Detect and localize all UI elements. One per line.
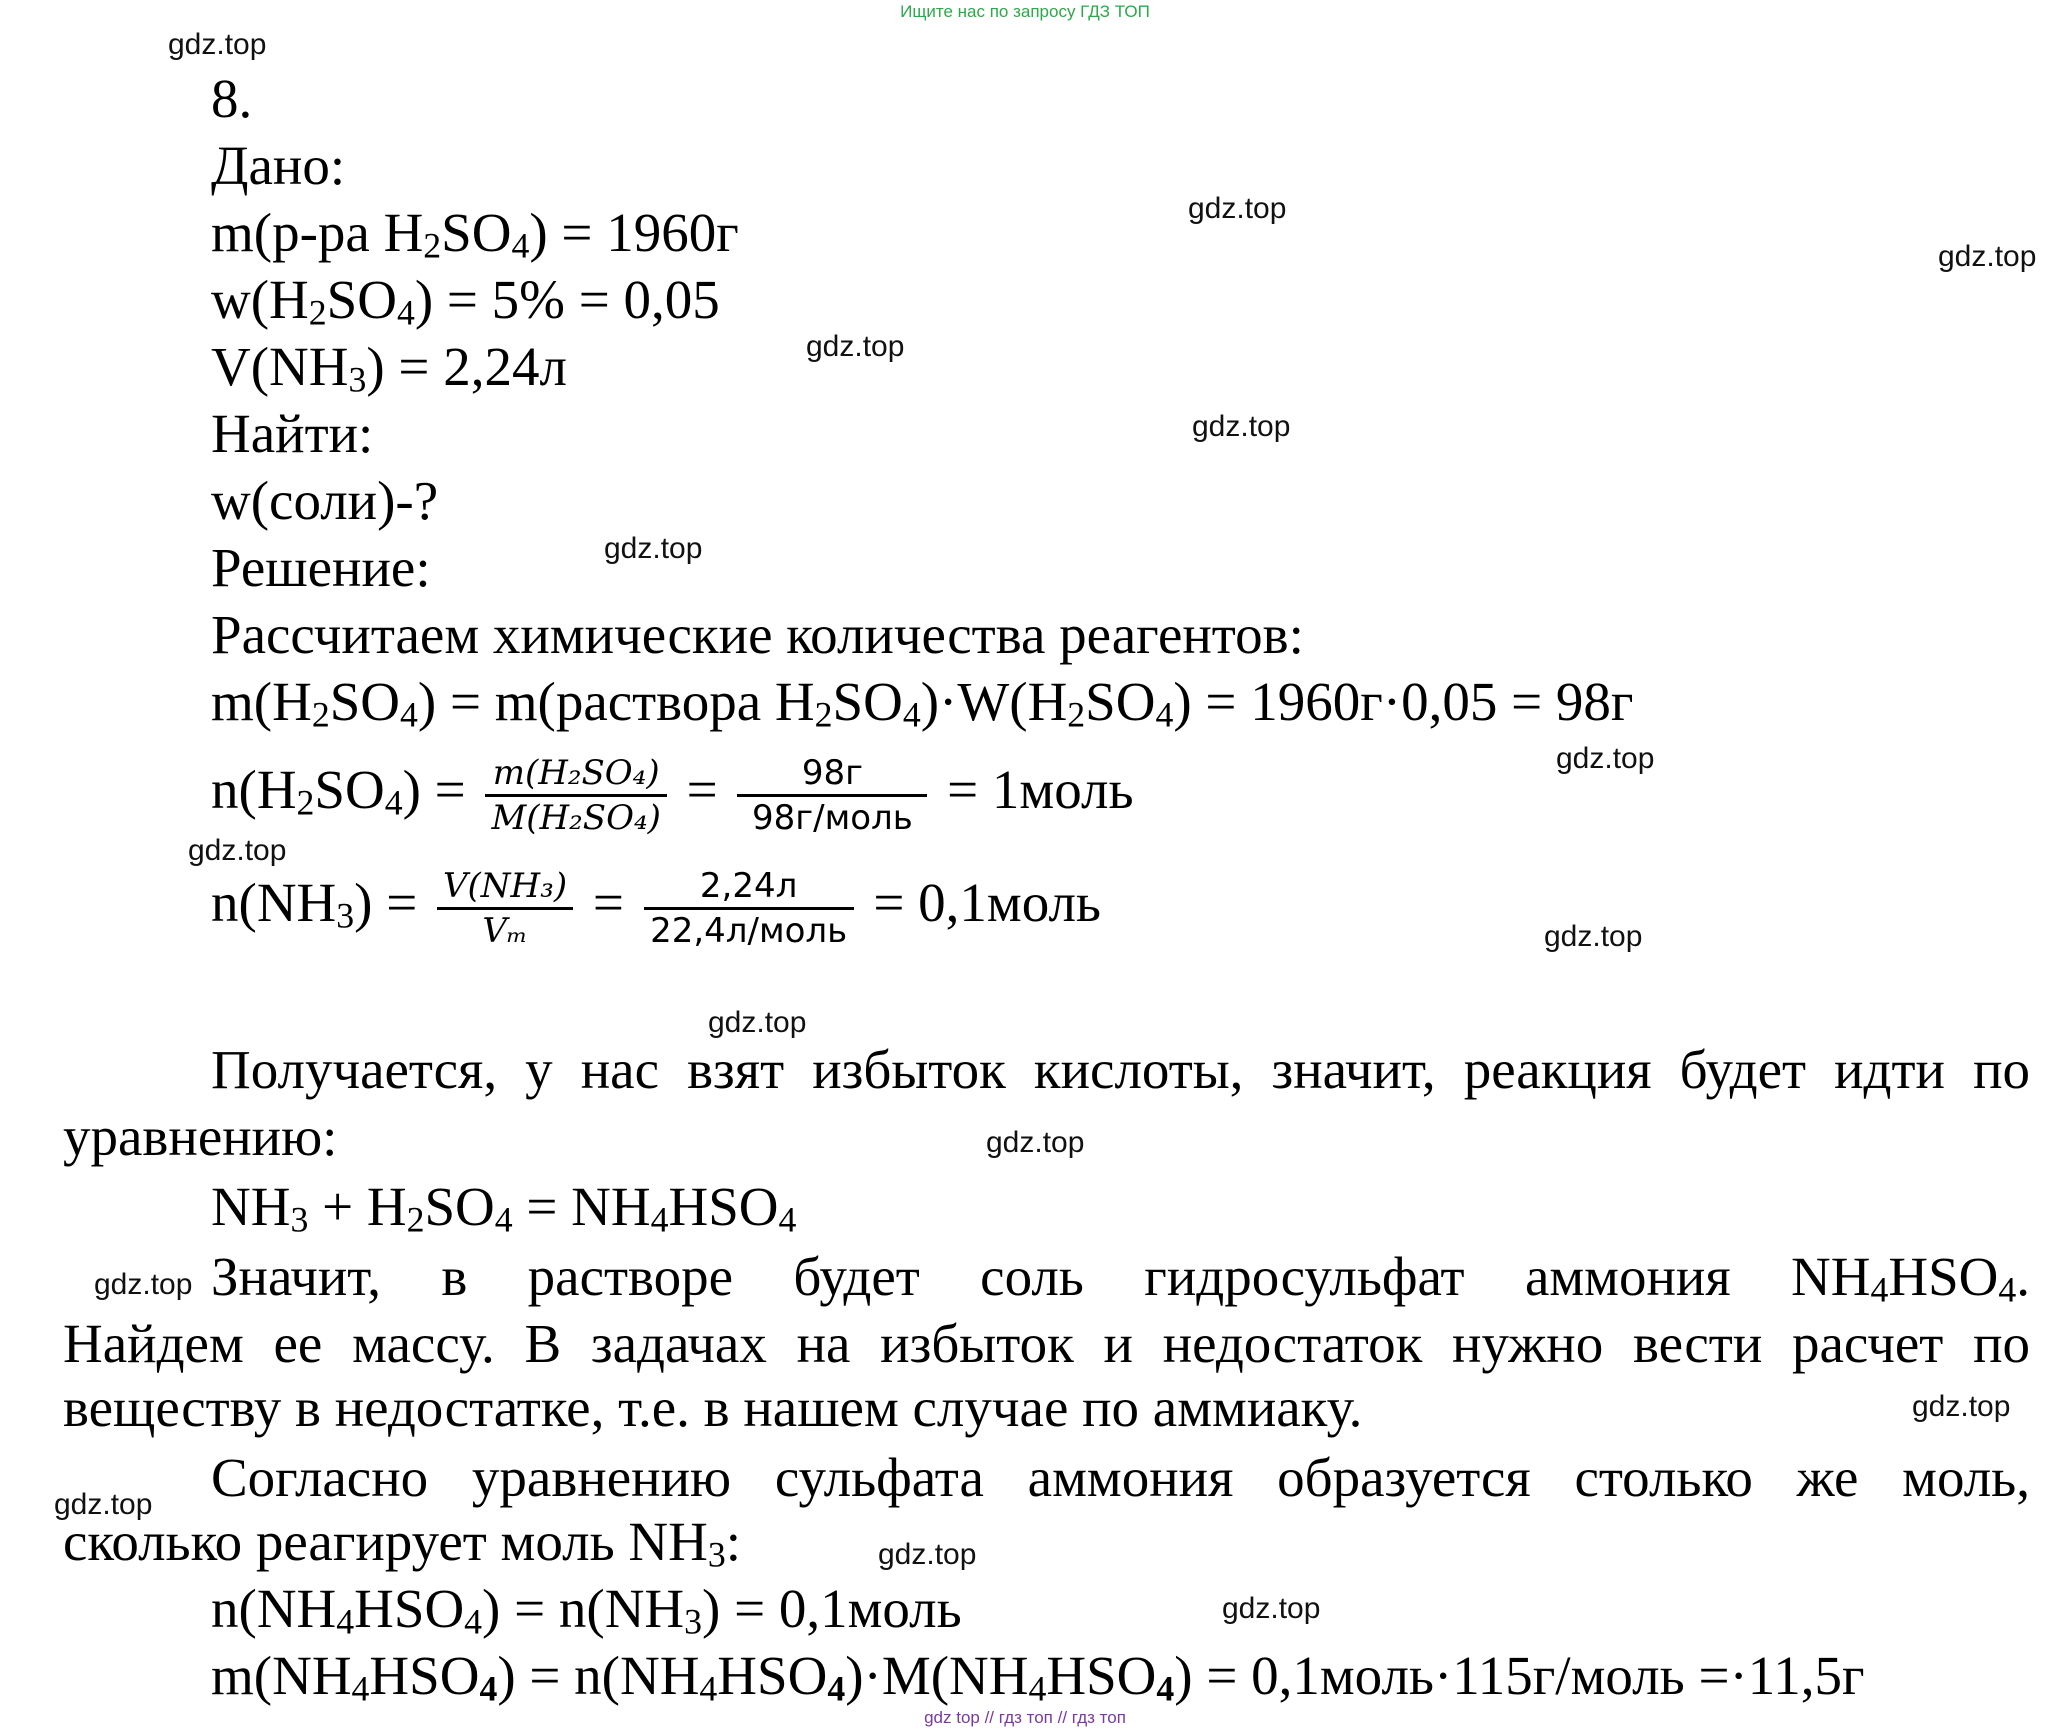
watermark: gdz.top — [1556, 742, 1655, 775]
watermark: gdz.top — [1188, 192, 1287, 225]
fraction: $\frac{\text{V(NH₃)}}{\text{Vₘ}}$ — [437, 865, 573, 952]
paragraph-equation-line2: сколько реагирует моль $NH_3$: — [63, 1511, 742, 1575]
watermark: gdz.top — [604, 532, 703, 565]
watermark: gdz.top — [878, 1538, 977, 1571]
mass-salt-calc: $m(NH_4HSO_4) = n(NH_4HSO_4)\cdot M(NH_4HSO_4)$ = 0,1моль·115г/моль =·11,5г — [211, 1645, 1865, 1709]
given-volume-nh3: $V(NH_3) = 2,24л$ — [211, 336, 567, 400]
paragraph-excess-cont: уравнению: — [63, 1106, 338, 1167]
solution-intro: Рассчитаем химические количества реагентов: — [211, 604, 1304, 665]
paragraph-salt-line3: веществу в недостатке, т.е. в нашем случае по аммиаку. — [63, 1377, 1363, 1438]
mass-acid-calc: $m(H_2SO_4)$ = m(раствора $H_2SO_4)\cdot W(H_2SO_4) = 1960г\cdot 0,05 = 98г$ — [211, 671, 1634, 735]
paragraph-salt: Значит, в растворе будет соль гидросульфат аммония $NH_4HSO_4$. — [211, 1246, 2030, 1310]
fraction: $\frac{2,24л}{\text{22,4л/моль}}$ — [644, 865, 854, 952]
watermark: gdz.top — [168, 28, 267, 61]
amount-salt-calc: $n(NH_4HSO_4) = n(NH_3)$ = 0,1моль — [211, 1578, 962, 1642]
header-note: Ищите нас по запросу ГДЗ ТОП — [900, 2, 1150, 21]
given-mass-fraction: $w(H_2SO_4) = 5\% = 0,05$ — [211, 269, 720, 333]
footer-note: gdz top // гдз топ // гдз топ — [924, 1708, 1126, 1727]
amount-acid-calc: $n(H_2SO_4)$ = $\frac{\text{m(H₂SO₄)}}{\text{M(H₂SO₄)}}$ = $\frac{98г}{\text{98г/моль}}$ = 1моль — [211, 752, 1134, 838]
watermark: gdz.top — [54, 1488, 153, 1521]
solution-label: Решение: — [211, 537, 431, 598]
watermark: gdz.top — [1192, 410, 1291, 443]
watermark: gdz.top — [986, 1126, 1085, 1159]
paragraph-equation: Согласно уравнению сульфата аммония образуется столько же моль, — [211, 1447, 2030, 1508]
fraction: $\frac{98г}{\text{98г/моль}}$ — [737, 752, 927, 839]
watermark: gdz.top — [94, 1268, 193, 1301]
amount-nh3-calc: $n(NH_3)$ = $\frac{\text{V(NH₃)}}{\text{Vₘ}}$ = $\frac{2,24л}{\text{22,4л/моль}}$ = 0,1моль — [211, 865, 1102, 951]
find-label: Найти: — [211, 403, 374, 464]
reaction-equation: $NH_3 + H_2SO_4 = NH_4HSO_4$ — [211, 1176, 797, 1240]
watermark: gdz.top — [1222, 1592, 1321, 1625]
given-label: Дано: — [211, 135, 346, 196]
paragraph-excess: Получается, у нас взят избыток кислоты, значит, реакция будет идти по — [211, 1039, 2030, 1100]
watermark: gdz.top — [188, 834, 287, 867]
paragraph-salt-line2: Найдем ее массу. В задачах на избыток и недостаток нужно вести расчет по — [63, 1313, 2030, 1374]
watermark: gdz.top — [1938, 240, 2037, 273]
find-target: w(соли)-? — [211, 470, 439, 531]
task-number: 8. — [211, 68, 253, 129]
fraction: $\frac{\text{m(H₂SO₄)}}{\text{M(H₂SO₄)}}$ — [485, 752, 666, 839]
watermark: gdz.top — [1912, 1390, 2011, 1423]
watermark: gdz.top — [1544, 920, 1643, 953]
given-mass-solution: m(р-ра $H_2SO_4) = 1960г$ — [211, 202, 739, 266]
watermark: gdz.top — [708, 1006, 807, 1039]
watermark: gdz.top — [806, 330, 905, 363]
